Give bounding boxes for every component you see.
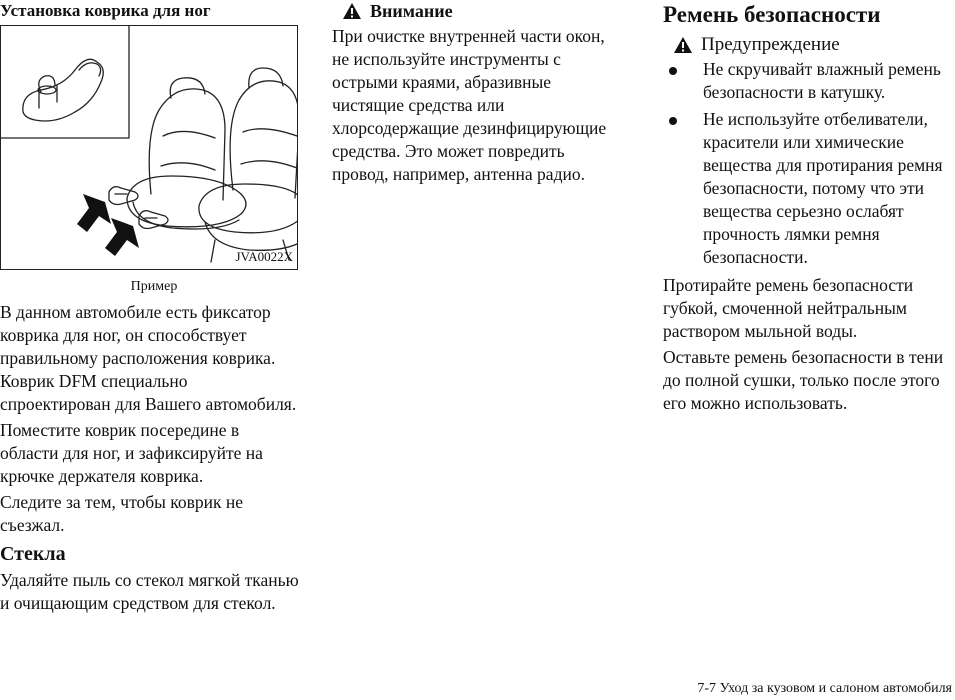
floor-mat-paragraph: Следите за тем, чтобы коврик не съезжал. [0,492,244,535]
page-number: 7-7 [697,681,717,696]
warning-header [663,33,955,57]
section-title: Уход за кузовом и салоном автомобиля [719,681,952,696]
right-column [663,0,955,415]
bullet-icon [669,117,677,125]
floor-mat-paragraph: В данном автомобиле есть фиксатор коврика для ног, он способствует правильному расположения коврика. Коврик DFM специально спроектирован для Вашего автомобиля. [0,302,297,414]
floor-mat-figure [0,25,298,270]
floor-mat-illustration [1,26,297,269]
figure-caption: Пример [130,279,178,294]
warning-item-text: Не скручивайт влажный ремень безопасности в катушку. [703,59,941,102]
glass-paragraph: Удаляйте пыль со стекол мягкой тканью и очищающим средством для стекол. [0,570,299,613]
warning-triangle-icon [673,36,693,54]
floor-mat-paragraph: Поместите коврик посередине в области для ног, и зафиксируйте на крючке держателя коврика. [0,420,263,486]
left-column [0,0,300,615]
page-footer [697,681,952,697]
caution-title: Внимание [370,1,453,21]
figure-code: JVA0022X [235,249,293,264]
warning-title: Предупреждение [701,34,840,55]
warning-triangle-icon [342,2,362,20]
warning-list [663,58,955,269]
middle-column [332,0,622,186]
glass-heading: Стекла [0,543,66,565]
arrow-icon [77,194,139,256]
warning-item [663,108,955,269]
warning-item-text: Не используйте отбеливатели, красители или химические вещества для протирания ремня безопасности, потому что эти вещества серьезно ослабят прочность лямки ремня безопасности. [703,109,943,267]
warning-item [663,58,955,104]
seatbelt-heading: Ремень безопасности [663,2,881,27]
floor-mat-heading: Установка коврика для ног [0,1,211,20]
bullet-icon [669,67,677,75]
seatbelt-paragraph: Оставьте ремень безопасности в тени до полной сушки, только после этого его можно использовать. [663,347,944,413]
caution-header [332,0,622,22]
caution-text: При очистке внутренней части окон, не используйте инструменты с острыми краями, абразивные чистящие средства или хлорсодержащие дезинфицирующие средства. Это может повредить провод, например, антенна радио. [332,26,607,184]
seatbelt-paragraph: Протирайте ремень безопасности губкой, смоченной нейтральным раствором мыльной воды. [663,275,914,341]
